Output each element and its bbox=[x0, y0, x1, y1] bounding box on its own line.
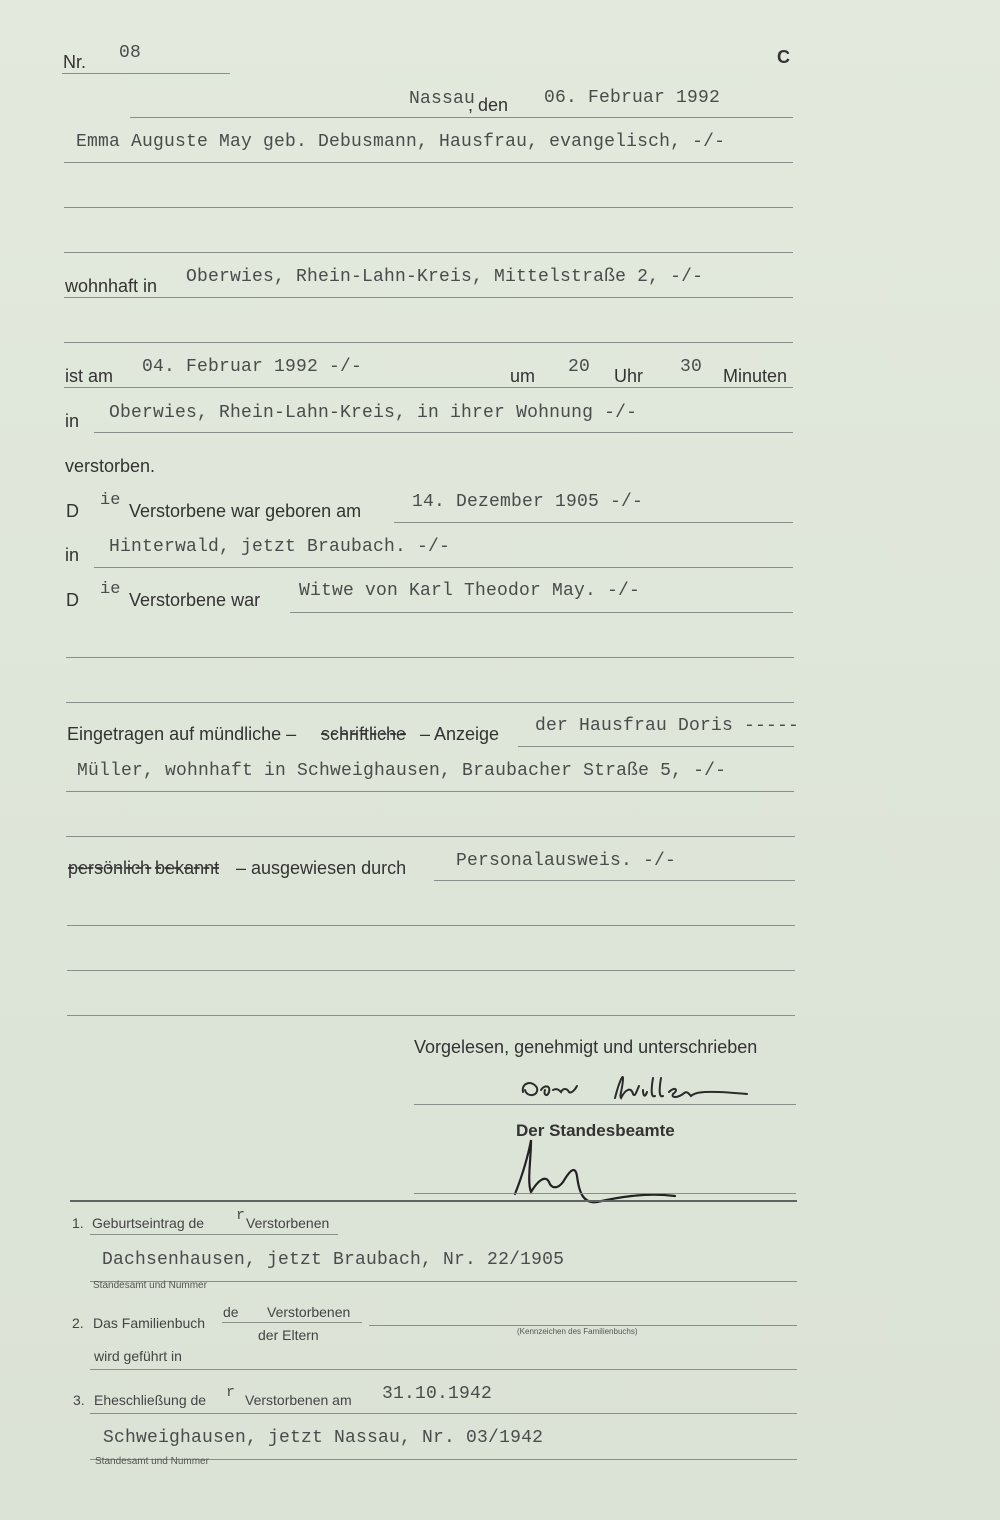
note-2-kennzeichen: (Kennzeichen des Familienbuchs) bbox=[517, 1327, 638, 1336]
note-2-de: de bbox=[223, 1304, 239, 1320]
nr-label: Nr. bbox=[63, 52, 87, 72]
anzeige-label: – Anzeige bbox=[420, 724, 500, 744]
note-1-caption: Standesamt und Nummer bbox=[93, 1280, 207, 1291]
geboren-label: Verstorbene war geboren am bbox=[129, 501, 362, 521]
hour-value: 20 bbox=[568, 357, 591, 377]
nr-value: 08 bbox=[119, 43, 142, 63]
place-value: Nassau bbox=[409, 89, 476, 109]
form-letter: C bbox=[777, 47, 790, 67]
nr-underline bbox=[62, 73, 230, 74]
informant-line-2: Müller, wohnhaft in Schweighausen, Braubacher Straße 5, -/- bbox=[77, 761, 727, 781]
informant-underline-2 bbox=[66, 791, 794, 792]
informant-signature-line bbox=[414, 1104, 796, 1105]
death-place-underline bbox=[94, 432, 793, 433]
ist-am-label: ist am bbox=[65, 366, 114, 386]
note-2-gefuehrt: wird geführt in bbox=[94, 1348, 182, 1364]
note-3-label-2: Verstorbenen am bbox=[245, 1392, 352, 1408]
death-date-value: 04. Februar 1992 -/- bbox=[142, 357, 363, 377]
name-line: Emma Auguste May geb. Debusmann, Hausfrau, evangelisch, -/- bbox=[76, 132, 726, 152]
birth-place-underline bbox=[94, 567, 793, 568]
date-value: 06. Februar 1992 bbox=[544, 88, 721, 108]
status-d-label: D bbox=[66, 590, 79, 610]
note-3-label: Eheschließung de bbox=[94, 1392, 207, 1408]
wohnhaft-value: Oberwies, Rhein-Lahn-Kreis, Mittelstraße 2, -/- bbox=[186, 267, 704, 287]
note-1-label-underline bbox=[90, 1234, 338, 1235]
ausgewiesen-value: Personalausweis. -/- bbox=[456, 851, 677, 871]
war-label: Verstorbene war bbox=[129, 590, 261, 610]
minutes-value: 30 bbox=[680, 357, 703, 377]
ausgewiesen-underline bbox=[434, 880, 795, 881]
status-value: Witwe von Karl Theodor May. -/- bbox=[299, 581, 641, 601]
place-date-underline bbox=[130, 117, 793, 118]
death-place-value: Oberwies, Rhein-Lahn-Kreis, in ihrer Wohnung -/- bbox=[109, 403, 638, 423]
note-2-kennzeichen-underline bbox=[369, 1325, 797, 1326]
note-3-number: 3. bbox=[73, 1392, 85, 1408]
birth-date-value: 14. Dezember 1905 -/- bbox=[412, 492, 644, 512]
verstorben-label: verstorben. bbox=[65, 456, 156, 476]
wohnhaft-label: wohnhaft in bbox=[65, 276, 158, 296]
vorgelesen-label: Vorgelesen, genehmigt und unterschrieben bbox=[414, 1037, 758, 1057]
status-ie-suffix: ie bbox=[100, 580, 121, 599]
um-label: um bbox=[510, 366, 536, 386]
note-3-suffix: r bbox=[226, 1384, 236, 1401]
standesbeamte-label: Der Standesbeamte bbox=[516, 1121, 675, 1140]
birth-ie-suffix: ie bbox=[100, 491, 121, 510]
eingetragen-label: Eingetragen auf mündliche – bbox=[67, 724, 297, 744]
note-1-value: Dachsenhausen, jetzt Braubach, Nr. 22/1905 bbox=[102, 1250, 565, 1270]
informant-signature bbox=[515, 1068, 755, 1108]
minuten-label: Minuten bbox=[723, 366, 788, 386]
registrar-signature bbox=[505, 1130, 685, 1210]
note-2-verstorbenen: Verstorbenen bbox=[267, 1304, 351, 1320]
note-2-label: Das Familienbuch bbox=[93, 1315, 206, 1331]
note-2-eltern: der Eltern bbox=[258, 1327, 319, 1343]
status-underline bbox=[290, 612, 793, 613]
note-2-gefuehrt-underline bbox=[90, 1369, 797, 1370]
note-3-value: Schweighausen, jetzt Nassau, Nr. 03/1942 bbox=[103, 1428, 544, 1448]
uhr-label: Uhr bbox=[614, 366, 644, 386]
birth-place-value: Hinterwald, jetzt Braubach. -/- bbox=[109, 537, 451, 557]
birth-date-underline bbox=[394, 522, 793, 523]
note-3-caption: Standesamt und Nummer bbox=[95, 1456, 209, 1467]
note-3-date: 31.10.1942 bbox=[382, 1384, 493, 1404]
blank-line-4 bbox=[66, 657, 794, 658]
note-1-suffix: r bbox=[236, 1207, 246, 1224]
note-1-number: 1. bbox=[72, 1215, 84, 1231]
ausgewiesen-label: – ausgewiesen durch bbox=[236, 858, 407, 878]
blank-line-3 bbox=[64, 342, 793, 343]
section-divider bbox=[70, 1200, 797, 1202]
den-label: , den bbox=[468, 95, 509, 115]
birth-in-label: in bbox=[65, 545, 80, 565]
persoenlich-struck: persönlich bekannt bbox=[68, 858, 220, 878]
schriftliche-struck: schriftliche bbox=[321, 724, 407, 744]
note-1-label-2: Verstorbenen bbox=[246, 1215, 330, 1231]
birth-d-label: D bbox=[66, 501, 79, 521]
death-date-underline bbox=[64, 387, 793, 388]
blank-line-5 bbox=[66, 702, 794, 703]
registrar-signature-line bbox=[414, 1193, 796, 1194]
blank-line-6 bbox=[66, 836, 795, 837]
blank-line-2 bbox=[64, 252, 793, 253]
note-2-fraction-line bbox=[222, 1322, 362, 1323]
name-underline bbox=[64, 162, 793, 163]
blank-line-7 bbox=[67, 925, 795, 926]
blank-line-1 bbox=[64, 207, 793, 208]
wohnhaft-underline bbox=[64, 297, 793, 298]
note-1-label: Geburtseintrag de bbox=[92, 1215, 205, 1231]
note-3-date-underline bbox=[90, 1413, 797, 1414]
informant-underline-1 bbox=[518, 746, 794, 747]
blank-line-9 bbox=[67, 1015, 795, 1016]
informant-line-1: der Hausfrau Doris ----- bbox=[535, 716, 800, 736]
death-in-label: in bbox=[65, 411, 80, 431]
blank-line-8 bbox=[67, 970, 795, 971]
note-2-number: 2. bbox=[72, 1315, 84, 1331]
